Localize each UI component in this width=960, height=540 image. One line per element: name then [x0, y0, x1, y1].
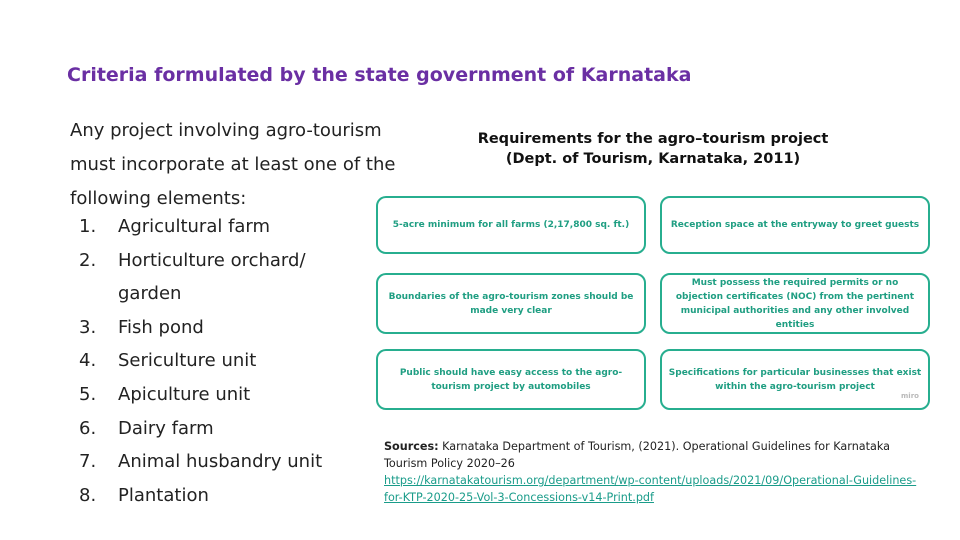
requirements-heading-line2: (Dept. of Tourism, Karnataka, 2011)	[505, 151, 801, 167]
list-text: Sericulture unit	[118, 350, 257, 372]
requirement-text: 5-acre minimum for all farms (2,17,800 sq. ft.)	[392, 220, 630, 230]
list-text: Fish pond	[118, 316, 204, 338]
list-text: Animal husbandry unit	[118, 451, 323, 473]
list-text: Plantation	[118, 484, 209, 506]
list-item	[70, 244, 370, 311]
list-text: Dairy farm	[118, 417, 214, 439]
requirement-box-specifications	[660, 349, 930, 410]
list-item	[70, 344, 370, 378]
list-item	[70, 445, 370, 479]
sources-label: Sources:	[384, 440, 439, 453]
intro-text: Any project involving agro-tourism must incorporate at least one of the following elements:	[70, 120, 396, 209]
list-text: Horticulture orchard/ garden	[118, 249, 306, 305]
list-item	[70, 479, 370, 513]
list-text: Apiculture unit	[118, 383, 251, 405]
requirement-text: Specifications for particular businesses that exist within the agro-tourism project	[668, 367, 922, 392]
requirement-text: Boundaries of the agro-tourism zones should be made very clear	[388, 291, 634, 316]
list-number: 8.	[79, 484, 97, 506]
list-number: 4.	[79, 350, 97, 372]
list-item	[70, 412, 370, 446]
sources-link[interactable]: https://karnatakatourism.org/department/wp-content/uploads/2021/09/Operational-Guidelines-for-KTP-2020-25-Vol-3-Concessions-v14-Print.pdf	[384, 474, 917, 504]
miro-watermark: miro	[901, 392, 919, 400]
list-item	[70, 378, 370, 412]
requirement-box-farm-size	[376, 196, 646, 254]
elements-list	[70, 210, 370, 512]
requirements-heading	[470, 129, 836, 169]
list-text: Agricultural farm	[118, 216, 271, 237]
sources-note	[384, 438, 929, 506]
list-item	[70, 311, 370, 345]
list-number: 2.	[79, 249, 97, 271]
requirement-box-boundaries	[376, 273, 646, 334]
requirement-text: Public should have easy access to the agro-tourism project by automobiles	[399, 367, 623, 392]
requirement-text: Must possess the required permits or no objection certificates (NOC) from the pertinent municipal authorities and any other involved entities	[675, 277, 915, 330]
requirement-box-permits	[660, 273, 930, 334]
requirement-box-access	[376, 349, 646, 410]
list-number: 3.	[79, 316, 97, 338]
requirements-heading-line1: Requirements for the agro–tourism project	[477, 131, 829, 147]
list-number: 5.	[79, 383, 97, 405]
list-item	[70, 210, 370, 244]
list-number: 6.	[79, 417, 97, 439]
list-number: 7.	[79, 451, 97, 473]
slide-title: Criteria formulated by the state government of Karnataka	[67, 64, 692, 86]
list-number: 1.	[79, 216, 97, 237]
sources-text: Karnataka Department of Tourism, (2021). Operational Guidelines for Karnataka Tourism Policy 2020–26	[384, 440, 891, 470]
requirement-text: Reception space at the entryway to greet guests	[670, 220, 920, 230]
requirement-box-reception	[660, 196, 930, 254]
